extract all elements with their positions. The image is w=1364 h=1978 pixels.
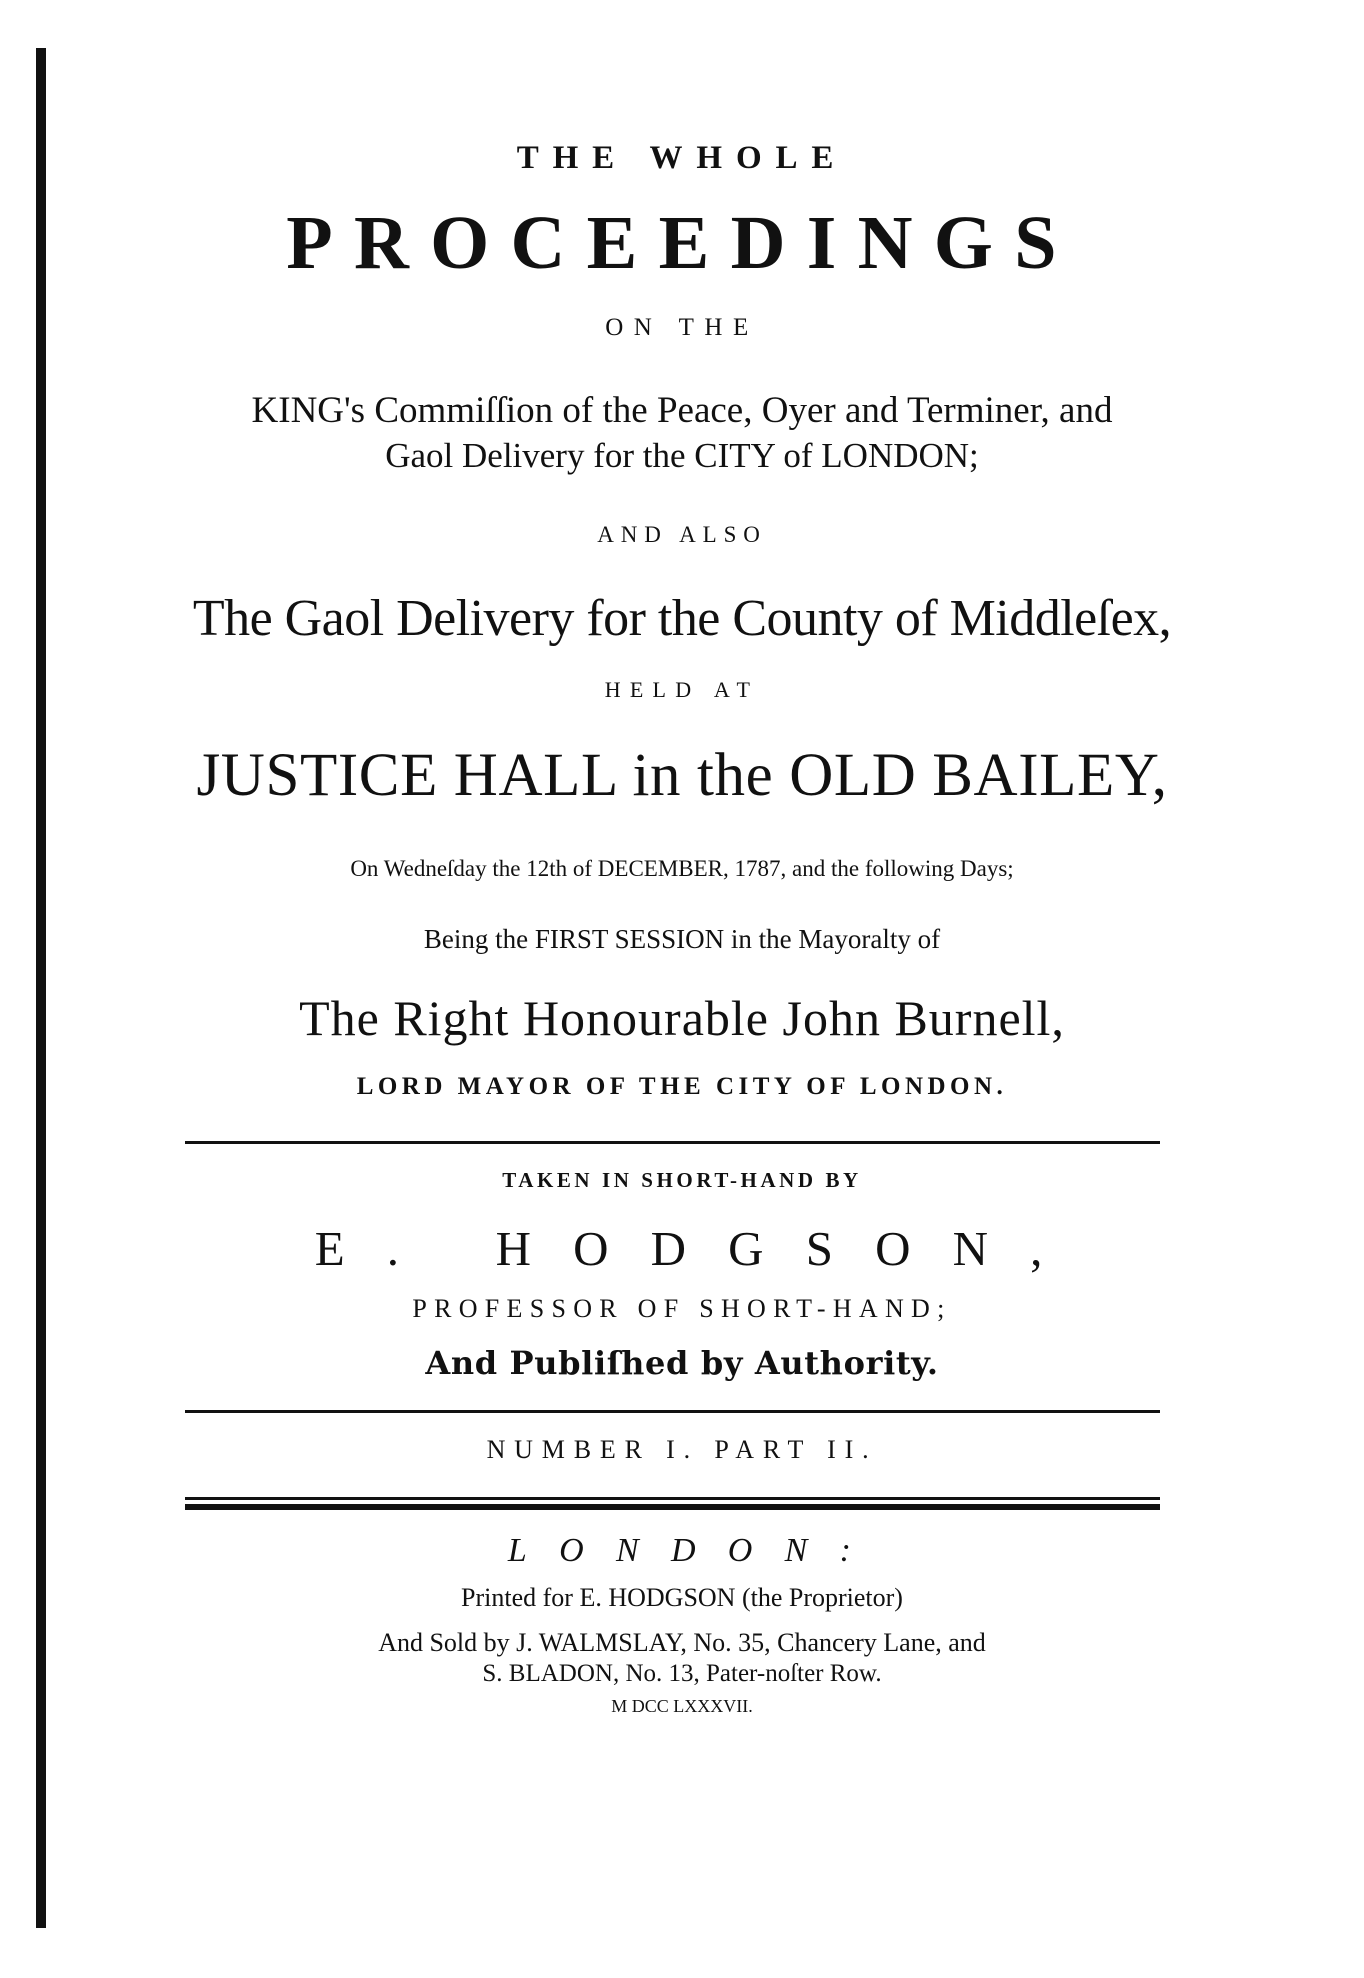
sold-by-bladon: S. BLADON, No. 13, Pater-noſter Row. [482, 1660, 882, 1687]
title-the-whole: THE WHOLE [516, 140, 848, 176]
divider-rule-3 [185, 1497, 1160, 1500]
divider-rule-2 [185, 1410, 1160, 1413]
justice-hall-old-bailey: JUSTICE HALL in the OLD BAILEY, [196, 742, 1168, 809]
lord-mayor-title: LORD MAYOR OF THE CITY OF LONDON. [356, 1073, 1008, 1100]
gaol-delivery-middlesex: The Gaol Delivery for the County of Middleſex, [192, 590, 1172, 647]
lord-mayor-name: The Right Honourable John Burnell, [299, 990, 1065, 1046]
title-proceedings: PROCEEDINGS [286, 201, 1078, 285]
gaol-delivery-london: Gaol Delivery for the CITY of LONDON; [385, 436, 979, 475]
author-name: E. HODGSON, [314, 1221, 1085, 1276]
published-by-authority: And Publiſhed by Authority. [425, 1344, 939, 1382]
first-session: Being the FIRST SESSION in the Mayoralty of [423, 924, 941, 954]
kings-commission-line: KING's Commiſſion of the Peace, Oyer and Terminer, and [251, 390, 1113, 431]
london-imprint: LONDON: [507, 1532, 884, 1569]
on-the: ON THE [605, 314, 759, 341]
divider-rule-1 [185, 1141, 1160, 1144]
held-at: HELD AT [604, 677, 760, 702]
professor-title: PROFESSOR OF SHORT-HAND; [412, 1294, 952, 1323]
number-part: NUMBER I. PART II. [486, 1435, 878, 1464]
taken-in-shorthand: TAKEN IN SHORT-HAND BY [502, 1168, 862, 1192]
session-date: On Wedneſday the 12th of DECEMBER, 1787, and the following Days; [350, 856, 1014, 881]
imprint-year: M DCC LXXXVII. [611, 1696, 753, 1716]
sold-by-walmslay: And Sold by J. WALMSLAY, No. 35, Chancery Lane, and [378, 1628, 986, 1657]
and-also: AND ALSO [597, 522, 767, 547]
printed-for: Printed for E. HODGSON (the Proprietor) [461, 1583, 903, 1612]
divider-rule-4 [185, 1504, 1160, 1510]
